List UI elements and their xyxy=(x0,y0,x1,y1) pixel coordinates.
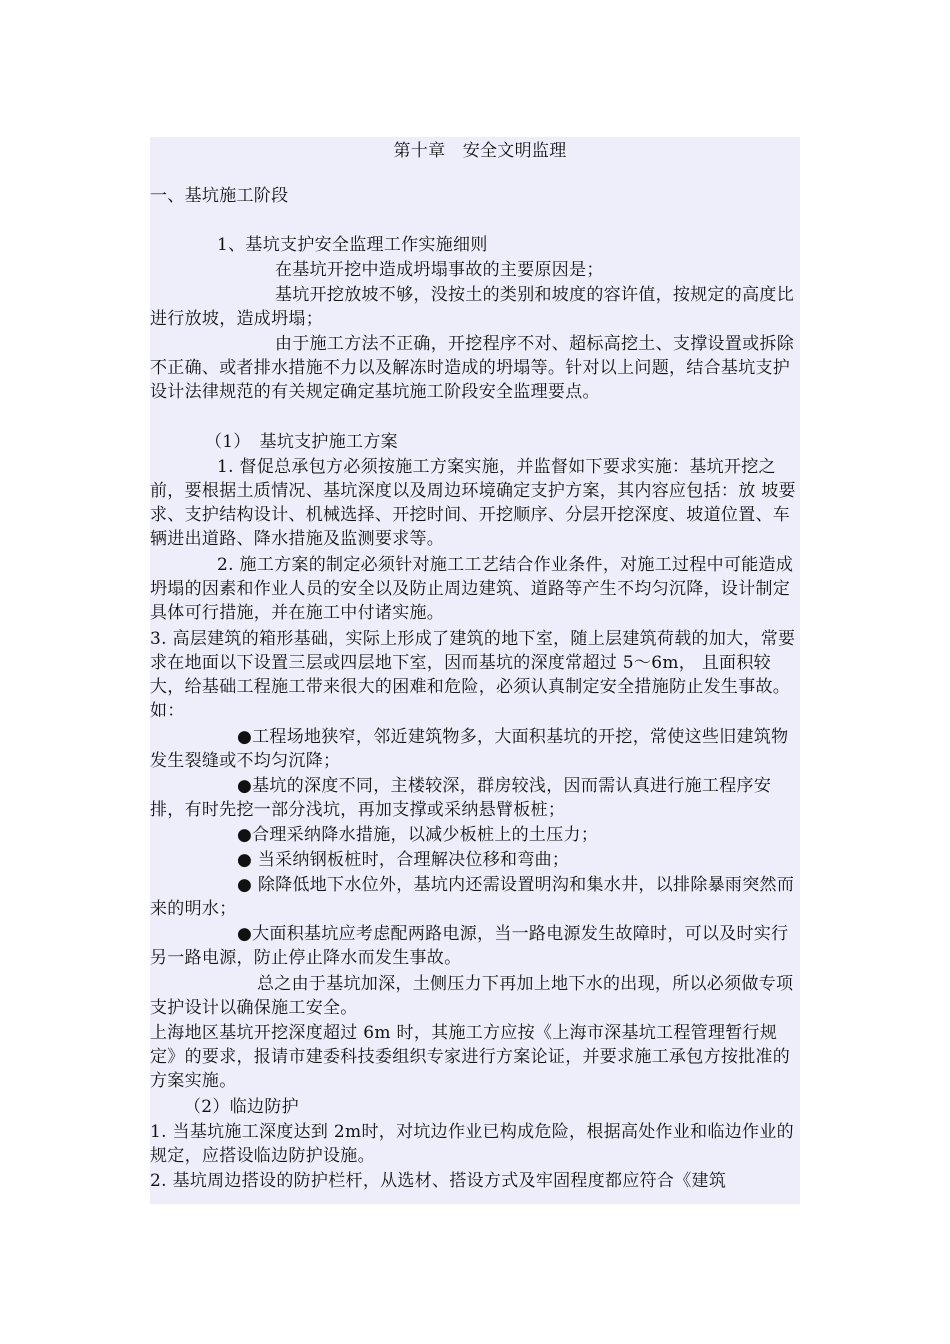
bullet-item: ●工程场地狭窄，邻近建筑物多，大面积基坑的开挖，常使这些旧建筑物发生裂缝或不均匀沉降； xyxy=(150,727,789,771)
chapter-title: 第十章 安全文明监理 xyxy=(393,141,567,161)
paragraph: 总之由于基坑加深，土侧压力下再加上地下水的出现，所以必须做专项支护设计以确保施工安全。 xyxy=(150,974,794,1018)
bullet-item: ● 当采纳钢板桩时，合理解决位移和弯曲； xyxy=(237,850,570,870)
list-item: 3. 高层建筑的箱形基础，实际上形成了建筑的地下室，随上层建筑荷载的加大，常要求在地面以下设置三层或四层地下室，因而基坑的深度常超过 5～6m， 且面积较大，给基础工程施工带来很大的困难和危险，必须认真制定安全措施防止发生事故。如： xyxy=(150,629,796,721)
bullet-item: ● 除降低地下水位外，基坑内还需设置明沟和集水井，以排除暴雨突然而来的明水； xyxy=(150,875,795,919)
paragraph: 基坑开挖放坡不够，没按土的类别和坡度的容许值，按规定的高度比进行放坡，造成坍塌； xyxy=(150,285,794,329)
list-item: 2. 施工方案的制定必须针对施工工艺结合作业条件，对施工过程中可能造成坍塌的因素和作业人员的安全以及防止周边建筑、道路等产生不均匀沉降，设计制定具体可行措施，并在施工中付诸实施。 xyxy=(150,555,794,623)
item-heading: （2）临边防护 xyxy=(184,1097,299,1117)
document-page xyxy=(150,137,800,1204)
paragraph: 由于施工方法不正确，开挖程序不对、超标高挖土、支撑设置或拆除不正确、或者排水措施不力以及解冻时造成的坍塌等。针对以上问题，结合基坑支护设计法律规范的有关规定确定基坑施工阶段安全监理要点。 xyxy=(150,334,794,402)
section-heading: 一、基坑施工阶段 xyxy=(150,186,289,206)
list-item: 1. 督促总承包方必须按施工方案实施，并监督如下要求实施：基坑开挖之前，要根据土质情况、基坑深度以及周边环境确定支护方案，其内容应包括：放 坡要求、支护结构设计、机械选择、开挖时间、开挖顺序、分层开挖深度、坡道位置、车辆进出道路、降水措施及监测要求等。 xyxy=(150,457,796,549)
subsection-heading: 1、基坑支护安全监理工作实施细则 xyxy=(217,235,488,255)
bullet-item: ●基坑的深度不同，主楼较深，群房较浅，因而需认真进行施工程序安排，有时先挖一部分浅坑，再加支撑或采纳悬臂板桩； xyxy=(150,776,772,820)
list-item: 2. 基坑周边搭设的防护栏杆，从选材、搭设方式及牢固程度都应符合《建筑 xyxy=(150,1171,727,1191)
bullet-item: ●合理采纳降水措施，以减少板桩上的土压力； xyxy=(237,825,599,845)
item-heading: （1） 基坑支护施工方案 xyxy=(205,432,398,452)
paragraph: 上海地区基坑开挖深度超过 6m 时，其施工方应按《上海市深基坑工程管理暂行规定》的要求，报请市建委科技委组织专家进行方案论证，并要求施工承包方按批准的方案实施。 xyxy=(150,1023,791,1091)
bullet-item: ●大面积基坑应考虑配两路电源，当一路电源发生故障时，可以及时实行另一路电源，防止停止降水而发生事故。 xyxy=(150,924,789,968)
paragraph: 在基坑开挖中造成坍塌事故的主要原因是； xyxy=(275,260,604,280)
list-item: 1. 当基坑施工深度达到 2m时，对坑边作业已构成危险，根据高处作业和临边作业的规定，应搭设临边防护设施。 xyxy=(150,1122,794,1166)
